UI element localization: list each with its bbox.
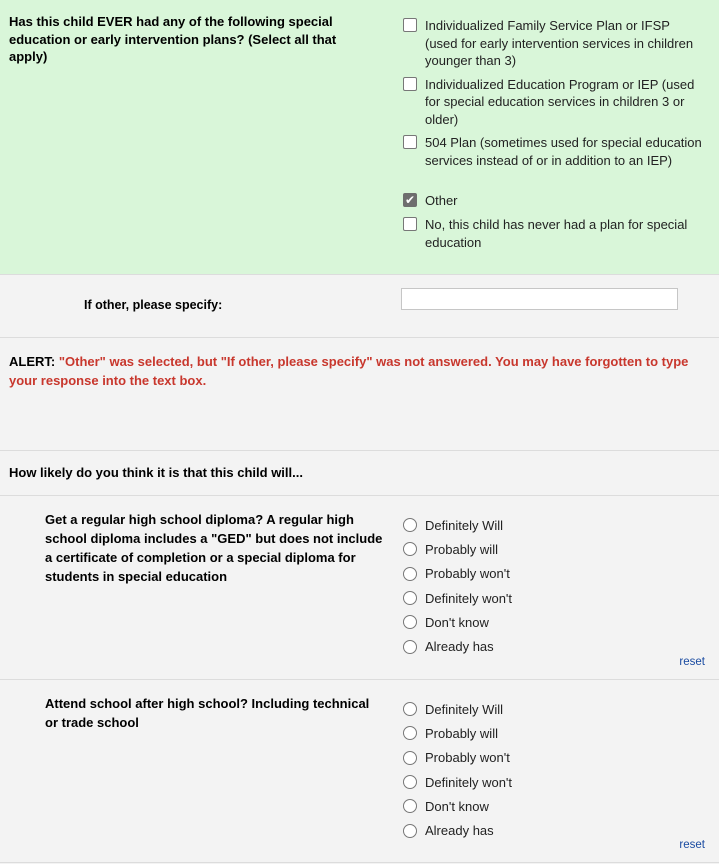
- likelihood-header: How likely do you think it is that this child will...: [9, 465, 303, 480]
- option-ifsp-label[interactable]: Individualized Family Service Plan or IFSP (used for early intervention services in children younger than 3): [425, 18, 694, 68]
- radio-button[interactable]: [403, 591, 417, 605]
- radio-button[interactable]: [403, 615, 417, 629]
- radio-button[interactable]: [403, 518, 417, 532]
- diploma-options: [403, 513, 512, 659]
- radio-option[interactable]: [403, 770, 512, 794]
- option-iep[interactable]: [403, 76, 703, 135]
- other-specify-label: If other, please specify:: [84, 298, 223, 312]
- radio-button[interactable]: [403, 775, 417, 789]
- option-504[interactable]: [403, 134, 703, 192]
- other-specify-input[interactable]: [401, 288, 678, 310]
- radio-button[interactable]: [403, 824, 417, 838]
- checkbox[interactable]: [403, 77, 417, 91]
- plans-question-text: Has this child EVER had any of the following special education or early intervention plans? (Select all that apply): [9, 14, 337, 64]
- diploma-question-row: [0, 496, 719, 680]
- radio-label[interactable]: Don't know: [425, 614, 489, 630]
- option-other-label[interactable]: Other: [425, 192, 458, 208]
- radio-label[interactable]: Probably will: [425, 725, 498, 741]
- radio-label[interactable]: Don't know: [425, 798, 489, 814]
- checkbox-checked[interactable]: [403, 193, 417, 207]
- reset-link[interactable]: reset: [679, 656, 705, 668]
- radio-label[interactable]: Probably won't: [425, 566, 510, 582]
- radio-button[interactable]: [403, 702, 417, 716]
- radio-button[interactable]: [403, 640, 417, 654]
- radio-option[interactable]: [403, 697, 512, 721]
- radio-label[interactable]: Probably will: [425, 541, 498, 557]
- option-none-label[interactable]: No, this child has never had a plan for special education: [425, 217, 688, 250]
- radio-button[interactable]: [403, 567, 417, 581]
- likelihood-header-row: [0, 451, 719, 496]
- alert-text: "Other" was selected, but "If other, please specify" was not answered. You may have forgotten to type your response into the text box.: [9, 354, 689, 388]
- radio-option[interactable]: [403, 610, 512, 634]
- radio-option[interactable]: [403, 513, 512, 537]
- radio-label[interactable]: Definitely Will: [425, 701, 504, 717]
- option-ifsp[interactable]: [403, 17, 703, 76]
- radio-button[interactable]: [403, 542, 417, 556]
- radio-option[interactable]: [403, 634, 512, 658]
- option-none[interactable]: [403, 216, 703, 256]
- checkbox[interactable]: [403, 18, 417, 32]
- radio-option[interactable]: [403, 794, 512, 818]
- post-high-school-options: [403, 697, 512, 843]
- radio-option[interactable]: [403, 721, 512, 745]
- radio-label[interactable]: Definitely won't: [425, 590, 513, 606]
- radio-option[interactable]: [403, 586, 512, 610]
- radio-button[interactable]: [403, 799, 417, 813]
- radio-label[interactable]: Definitely won't: [425, 774, 513, 790]
- checkmark-icon: ✔: [404, 192, 416, 207]
- option-504-label[interactable]: 504 Plan (sometimes used for special education services instead of or in addition to an IEP): [425, 135, 702, 168]
- plans-question-row: [0, 0, 719, 275]
- option-other[interactable]: [403, 192, 703, 217]
- alert-lead: ALERT:: [9, 354, 56, 369]
- radio-label[interactable]: Definitely Will: [425, 517, 504, 533]
- post-high-school-question-text: Attend school after high school? Including technical or trade school: [45, 696, 370, 730]
- radio-button[interactable]: [403, 726, 417, 740]
- option-iep-label[interactable]: Individualized Education Program or IEP (used for special education services in children 3 or older): [425, 76, 695, 127]
- alert-row: [0, 338, 719, 451]
- reset-link[interactable]: reset: [679, 839, 705, 851]
- radio-label[interactable]: Probably won't: [425, 750, 510, 766]
- alert-message: [9, 352, 709, 390]
- radio-option[interactable]: [403, 746, 512, 770]
- checkbox[interactable]: [403, 217, 417, 231]
- radio-option[interactable]: [403, 537, 512, 561]
- checkbox[interactable]: [403, 135, 417, 149]
- diploma-question-text: Get a regular high school diploma? A regular high school diploma includes a "GED" but does not include a certificate of completion or a special diploma for students in special education: [45, 512, 383, 584]
- plans-options: [403, 17, 703, 256]
- radio-option[interactable]: [403, 562, 512, 586]
- radio-label[interactable]: Already has: [425, 823, 494, 839]
- radio-button[interactable]: [403, 751, 417, 765]
- radio-option[interactable]: [403, 818, 512, 842]
- post-high-school-question-row: [0, 680, 719, 863]
- radio-label[interactable]: Already has: [425, 639, 494, 655]
